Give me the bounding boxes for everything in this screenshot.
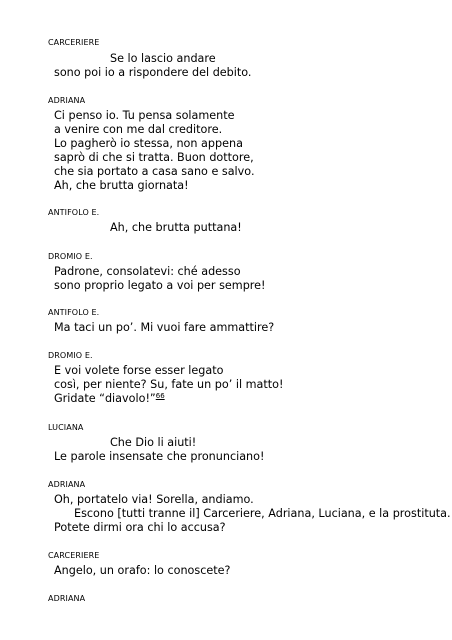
- verse-line: Lo pagherò io stessa, non appena: [54, 137, 243, 150]
- verse-line: Che Dio li aiuti!: [110, 436, 197, 449]
- speaker-name: DROMIO E.: [48, 252, 93, 261]
- speaker-name: ADRIANA: [48, 594, 86, 603]
- verse-line: Se lo lascio andare: [110, 52, 216, 65]
- stage-direction: Escono [tutti tranne il] Carceriere, Adriana, Luciana, e la prostituta.: [74, 507, 451, 520]
- verse-text: Gridate “diavolo!”: [54, 392, 156, 405]
- verse-line: Le parole insensate che pronunciano!: [54, 450, 265, 463]
- speaker-name: LUCIANA: [48, 423, 84, 432]
- verse-line: [54, 392, 165, 406]
- verse-line: Potete dirmi ora chi lo accusa?: [54, 521, 226, 534]
- verse-line: che sia portato a casa sano e salvo.: [54, 165, 255, 178]
- verse-line: Ah, che brutta puttana!: [110, 221, 242, 234]
- verse-line: Ma taci un po’. Mi vuoi fare ammattire?: [54, 321, 275, 334]
- verse-line: Oh, portatelo via! Sorella, andiamo.: [54, 493, 254, 506]
- verse-line: Angelo, un orafo: lo conoscete?: [54, 564, 231, 577]
- verse-line: Ah, che brutta giornata!: [54, 179, 189, 192]
- verse-line: così, per niente? Su, fate un po’ il matto!: [54, 378, 284, 391]
- speaker-name: ANTIFOLO E.: [48, 308, 100, 317]
- footnote-link[interactable]: 66: [155, 392, 165, 400]
- verse-line: Padrone, consolatevi: ché adesso: [54, 265, 241, 278]
- speaker-name: DROMIO E.: [48, 351, 93, 360]
- verse-line: Ci penso io. Tu pensa solamente: [54, 109, 235, 122]
- verse-line: E voi volete forse esser legato: [54, 364, 224, 377]
- verse-line: sono proprio legato a voi per sempre!: [54, 279, 266, 292]
- verse-line: a venire con me dal creditore.: [54, 123, 223, 136]
- speaker-name: ANTIFOLO E.: [48, 208, 100, 217]
- speaker-name: CARCERIERE: [48, 38, 100, 47]
- speaker-name: ADRIANA: [48, 96, 86, 105]
- speaker-name: ADRIANA: [48, 480, 86, 489]
- verse-line: saprò di che si tratta. Buon dottore,: [54, 151, 254, 164]
- verse-line: sono poi io a rispondere del debito.: [54, 66, 252, 79]
- speaker-name: CARCERIERE: [48, 551, 100, 560]
